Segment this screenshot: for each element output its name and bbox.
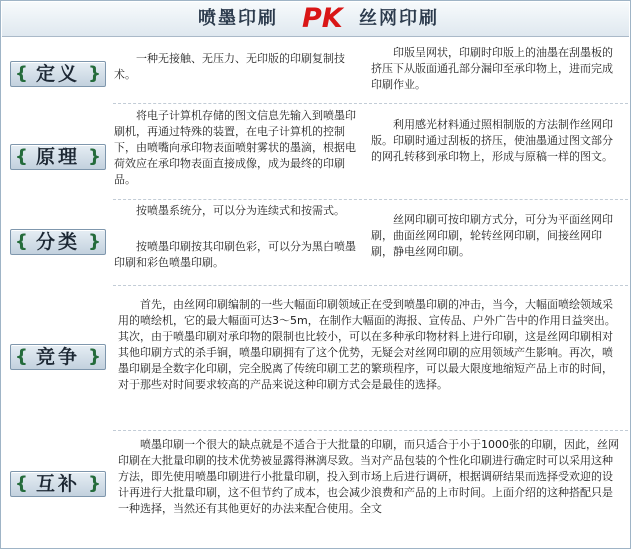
label-definition xyxy=(10,61,106,87)
section-divider xyxy=(113,430,628,431)
label-text: 互补 xyxy=(35,473,80,495)
screen-title: 丝网印刷 xyxy=(359,8,439,29)
page-header xyxy=(2,2,629,37)
definition-screen-text: 印版呈网状，印刷时印版上的油墨在刮墨板的挤压下从版面通孔部分漏印至承印物上，进而完成印刷作业。 xyxy=(371,46,613,91)
right-bracket-icon: } xyxy=(88,231,101,252)
label-text: 定义 xyxy=(35,63,80,85)
complement-text: 喷墨印刷一个很大的缺点就是不适合于大批量的印刷，而只适合于小于1000张的印刷，因此，丝网印刷在大批量印刷的技术优势被显露得淋漓尽致。当对产品包装的个性化印刷进行确定时可以采用这种方法，即先使用喷墨印刷进行小批量印刷，投入到市场上后进行调研，根据调研结果而选择受欢迎的设计再进行大批量印刷，这不但节约了成本，也会减少浪费和产品的上市时间。上面介绍的这种搭配只是一种选择，当然还有其他更好的办法来配合使用。全文 xyxy=(118,438,619,515)
right-bracket-icon: } xyxy=(88,63,101,84)
section-divider xyxy=(113,103,628,104)
label-classification xyxy=(10,229,106,255)
section-divider xyxy=(113,199,628,200)
right-bracket-icon: } xyxy=(88,146,101,167)
right-bracket-icon: } xyxy=(88,346,101,367)
competition-text: 首先，由丝网印刷编制的一些大幅面印刷领域正在受到喷墨印刷的冲击，当今，大幅面喷绘领域采用的喷绘机，它的最大幅面可达3～5m，在制作大幅面的海报、宣传品、户外广告中的作用日益突出。其次，由于喷墨印刷对承印物的限制也比较小，可以在多种承印物材料上进行印刷，这是丝网印刷相对其他印刷方式的杀手锏，喷墨印刷拥有了这个优势，无疑会对丝网印刷的应用领域产生影响。再次，喷墨印刷是全数字化印刷，完全脱离了传统印刷工艺的繁琐程序，可以最大限度地缩短产品上市的时间，对于那些对时间要求较高的产品来说这种印刷方式会是最佳的选择。 xyxy=(118,298,616,391)
label-complement xyxy=(10,471,106,497)
pk-badge: PK xyxy=(302,3,343,34)
label-text: 分类 xyxy=(35,231,80,253)
section-divider xyxy=(113,285,628,286)
label-text: 竞争 xyxy=(35,346,80,368)
principle-screen-text: 利用感光材料通过照相制版的方法制作丝网印版。印刷时通过刮板的挤压，使油墨通过图文部分的网孔转移到承印物上，形成与原稿一样的图文。 xyxy=(371,118,613,163)
inkjet-title: 喷墨印刷 xyxy=(198,8,278,29)
left-bracket-icon: { xyxy=(15,473,28,494)
label-competition xyxy=(10,344,106,370)
left-bracket-icon: { xyxy=(15,231,28,252)
classification-screen-text: 丝网印刷可按印刷方式分，可分为平面丝网印刷，曲面丝网印刷，轮转丝网印刷，间接丝网印刷，静电丝网印刷。 xyxy=(371,213,613,258)
classification-inkjet-text-2: 按喷墨印刷按其印刷色彩，可以分为黑白喷墨印刷和彩色喷墨印刷。 xyxy=(114,240,356,269)
definition-inkjet-text: 一种无接触、无压力、无印版的印刷复制技术。 xyxy=(114,52,345,81)
label-text: 原理 xyxy=(35,146,80,168)
left-bracket-icon: { xyxy=(15,63,28,84)
label-principle xyxy=(10,144,106,170)
left-bracket-icon: { xyxy=(15,346,28,367)
principle-inkjet-text: 将电子计算机存储的图文信息先输入到喷墨印刷机，再通过特殊的装置，在电子计算机的控制下，由喷嘴向承印物表面喷射雾状的墨滴，根据电荷效应在承印物表面直接成像，成为最终的印刷品。 xyxy=(114,109,356,186)
right-bracket-icon: } xyxy=(88,473,101,494)
left-bracket-icon: { xyxy=(15,146,28,167)
classification-inkjet-text-1: 按喷墨系统分，可以分为连续式和按需式。 xyxy=(136,204,345,217)
